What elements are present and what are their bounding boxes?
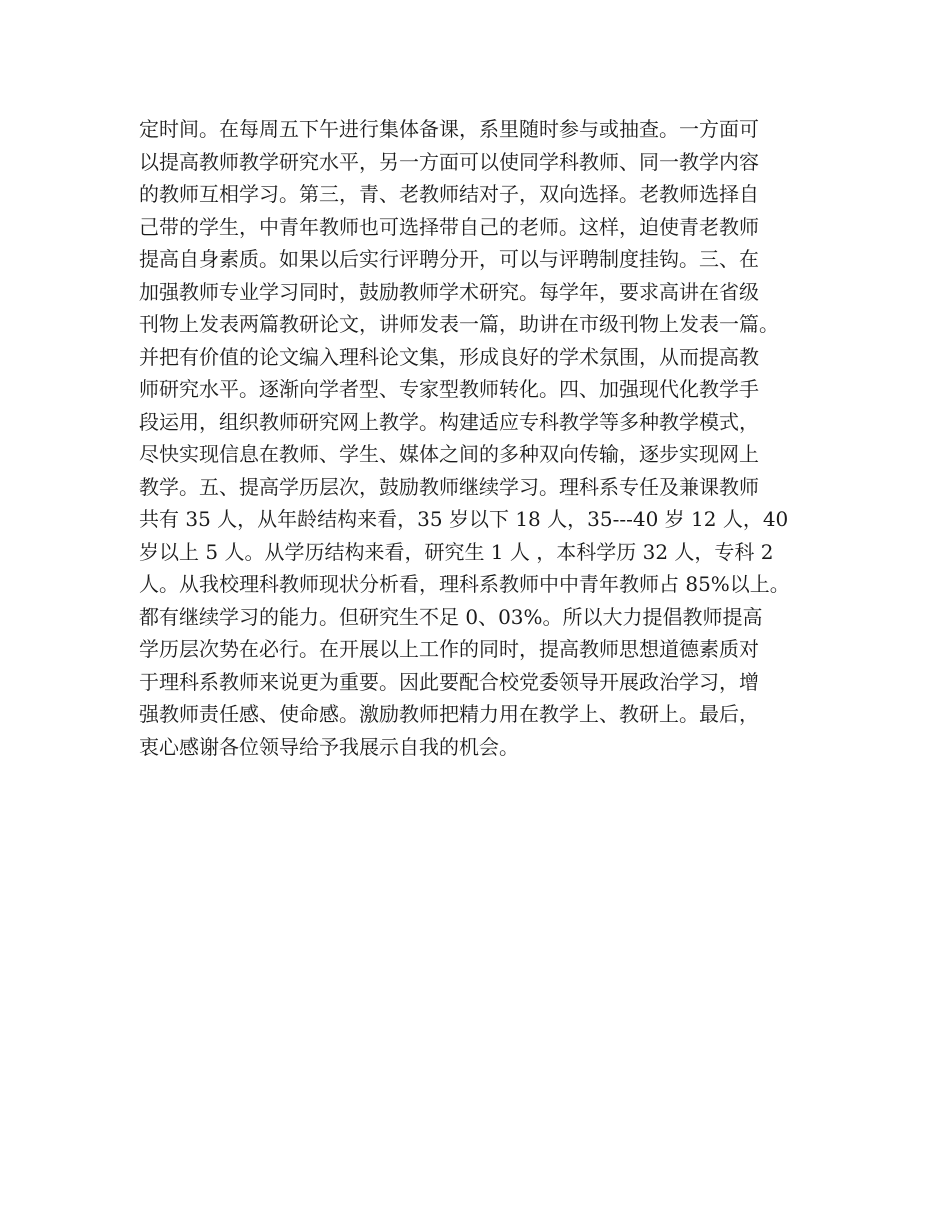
text-line: 以提高教师教学研究水平，另一方面可以使同学科教师、同一教学内容 bbox=[139, 149, 759, 174]
text-line: 师研究水平。逐渐向学者型、专家型教师转化。四、加强现代化教学手 bbox=[139, 377, 759, 401]
text-line: 尽快实现信息在教师、学生、媒体之间的多种双向传输，逐步实现网上 bbox=[139, 442, 759, 466]
text-line: 刊物上发表两篇教研论文，讲师发表一篇，助讲在市级刊物上发表一篇。 bbox=[139, 312, 779, 336]
text-line: 都有继续学习的能力。但研究生不足 0、03%。所以大力提倡教师提高 bbox=[139, 604, 763, 629]
text-line: 段运用，组织教师研究网上教学。构建适应专科教学等多种教学模式， bbox=[139, 409, 759, 434]
text-line: 强教师责任感、使命感。激励教师把精力用在教学上、教研上。最后， bbox=[139, 702, 759, 726]
text-line: 己带的学生，中青年教师也可选择带自己的老师。这样，迫使青老教师 bbox=[139, 214, 759, 239]
text-line: 并把有价值的论文编入理科论文集，形成良好的学术氛围，从而提高教 bbox=[139, 344, 759, 369]
text-line: 岁以上 5 人。从学历结构来看，研究生 1 人 ，本科学历 32 人，专科 2 bbox=[139, 539, 774, 564]
text-line: 衷心感谢各位领导给予我展示自我的机会。 bbox=[139, 734, 519, 759]
text-line: 提高自身素质。如果以后实行评聘分开，可以与评聘制度挂钩。三、在 bbox=[139, 247, 759, 271]
text-line: 人。从我校理科教师现状分析看，理科系教师中中青年教师占 85%以上。 bbox=[139, 572, 790, 596]
body-text bbox=[139, 113, 839, 763]
text-line: 的教师互相学习。第三，青、老教师结对子，双向选择。老教师选择自 bbox=[139, 182, 759, 206]
text-line: 定时间。在每周五下午进行集体备课，系里随时参与或抽查。一方面可 bbox=[139, 117, 759, 141]
text-line: 教学。五、提高学历层次，鼓励教师继续学习。理科系专任及兼课教师 bbox=[139, 474, 759, 499]
text-line: 共有 35 人，从年龄结构来看，35 岁以下 18 人，35---40 岁 12 人，40 bbox=[139, 507, 789, 531]
text-line: 于理科系教师来说更为重要。因此要配合校党委领导开展政治学习，增 bbox=[139, 669, 759, 694]
text-line: 学历层次势在必行。在开展以上工作的同时，提高教师思想道德素质对 bbox=[139, 637, 759, 661]
text-line: 加强教师专业学习同时，鼓励教师学术研究。每学年，要求高讲在省级 bbox=[139, 279, 759, 304]
